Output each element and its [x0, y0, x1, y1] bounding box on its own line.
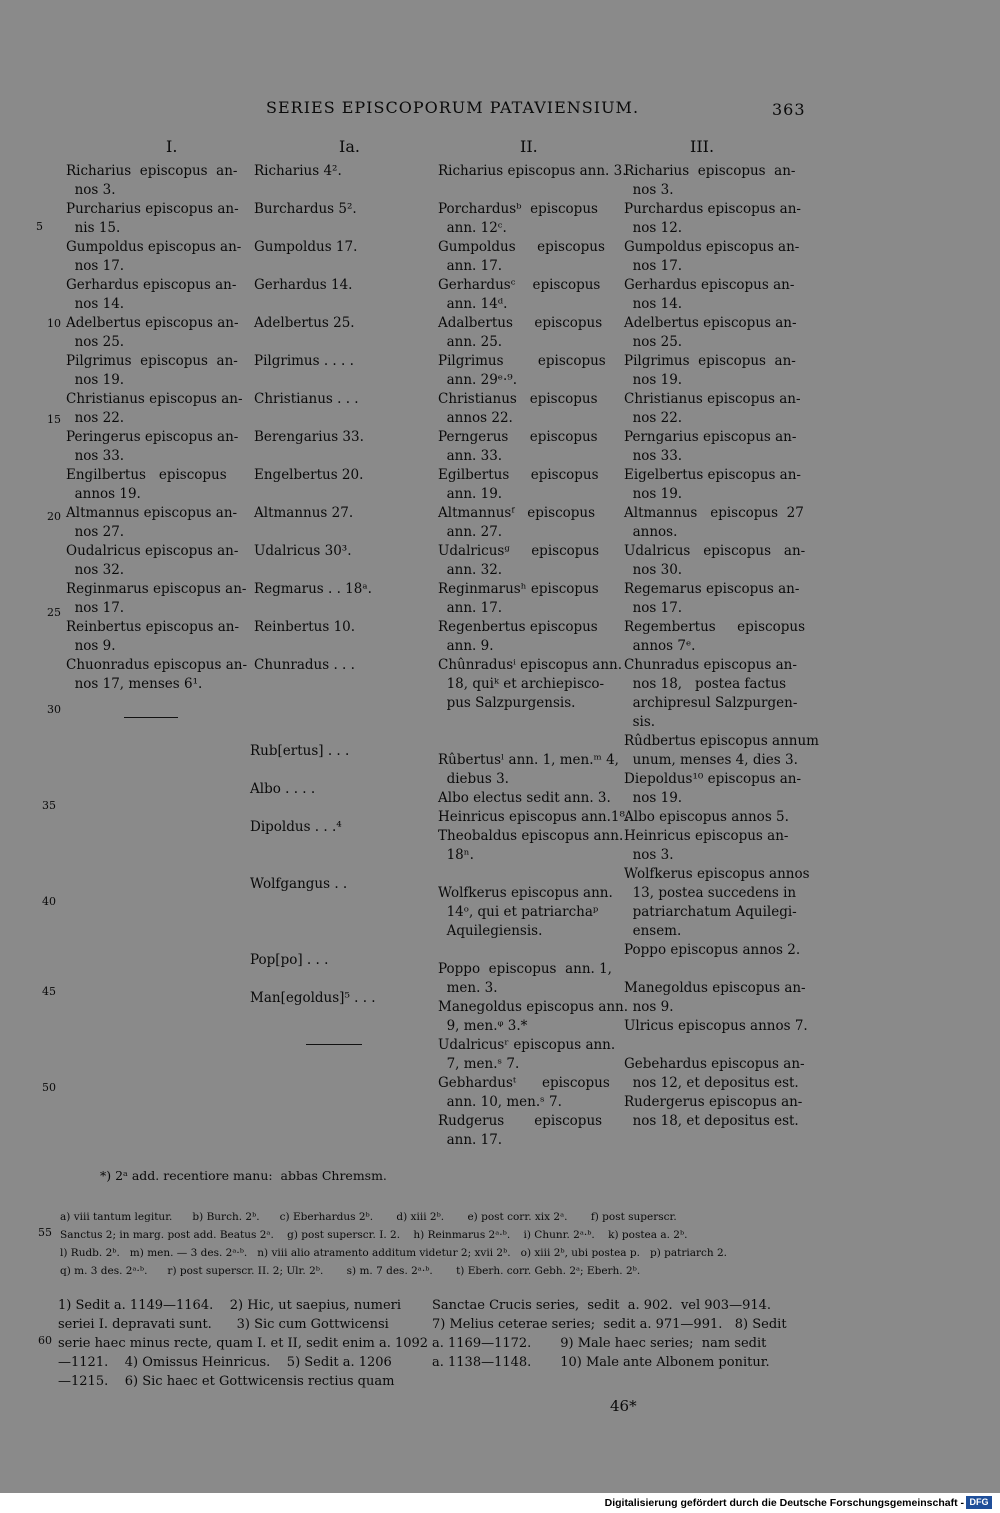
signature-mark: 46*: [610, 1397, 637, 1415]
line-number: 30: [47, 703, 61, 716]
line-number: 25: [47, 606, 61, 619]
column-header-III: III.: [690, 137, 715, 156]
line-number: 10: [47, 317, 61, 330]
critical-apparatus: a) viii tantum legitur. b) Burch. 2ᵇ. c) Eberhardus 2ᵇ. d) xiii 2ᵇ. e) post corr. xix 2ᵃ. f) post superscr. Sanctus 2; in marg. post add. Beatus 2ᵃ. g) post superscr. I. 2. h) Reinmarus 2ᵃ·ᵇ. i) Chunr. 2ᵃ·ᵇ. k) postea a. 2ᵇ. l) Rudb. 2ᵇ. m) men. — 3 des. 2ᵃ·ᵇ. n) viii alio atramento additum videtur 2; xvii 2ᵇ. o) xiii 2ᵇ, ubi postea p. p) patriarch 2. q) m. 3 des. 2ᵃ·ᵇ. r) post superscr. II. 2; Ulr. 2ᵇ. s) m. 7 des. 2ᵃ·ᵇ. t) Eberh. corr. Gebh. 2ᵃ; Eberh. 2ᵇ.: [60, 1211, 727, 1277]
running-title: SERIES EPISCOPORUM PATAVIENSIUM.: [266, 98, 640, 117]
line-number: 5: [36, 220, 43, 233]
notes-right-column: Sanctae Crucis series, sedit a. 902. vel 903—914. 7) Melius ceterae series; sedit a. 971—991. 8) Sedit a. 1169—1172. 9) Male haec series; nam sedit a. 1138—1148. 10) Male ante Albonem ponitur.: [432, 1298, 787, 1370]
column-I-end-rule: [124, 717, 178, 718]
page-number: 363: [772, 100, 806, 119]
column-header-II: II.: [520, 137, 538, 156]
column-Ia-end-rule: [306, 1044, 362, 1045]
digitization-credit: Digitalisierung gefördert durch die Deutsche Forschungsgemeinschaft -: [604, 1497, 964, 1509]
line-number: 35: [42, 799, 56, 812]
line-number: 45: [42, 985, 56, 998]
column-Ia-text: Richarius 4². Burchardus 5². Gumpoldus 17. Gerhardus 14. Adelbertus 25. Pilgrimus . . . . Christianus . . . Berengarius 33. Engelbertus 20. Altmannus 27. Udalricus 30³. Regmarus . . 18ᵃ. Reinbertus 10. Chunradus . . .: [254, 163, 372, 673]
line-number: 50: [42, 1081, 56, 1094]
column-header-Ia: Ia.: [339, 137, 360, 156]
notes-left-column: 1) Sedit a. 1149—1164. 2) Hic, ut saepius, numeri seriei I. depravati sunt. 3) Sic cum Gottwicensi serie haec minus recte, quam I. et II, sedit enim a. 1092 —1121. 4) Omissus Heinricus. 5) Sedit a. 1206 —1215. 6) Sic haec et Gottwicensis rectius quam: [58, 1298, 429, 1389]
line-number: 15: [47, 413, 61, 426]
column-header-I: I.: [166, 137, 178, 156]
dfg-logo[interactable]: DFG: [966, 1496, 992, 1509]
line-number: 20: [47, 510, 61, 523]
column-I-text: Richarius episcopus an- nos 3. Purcharius episcopus an- nis 15. Gumpoldus episcopus an- nos 17. Gerhardus episcopus an- nos 14. Adelbertus episcopus an- nos 25. Pilgrimus episcopus an- nos 19. Christianus episcopus an- nos 22. Peringerus episcopus an- nos 33. Engilbertus episcopus annos 19. Altmannus episcopus an- nos 27. Oudalricus episcopus an- nos 32. Reginmarus episcopus an- nos 17. Reinbertus episcopus an- nos 9. Chuonradus episcopus an- nos 17, menses 6¹.: [66, 163, 248, 692]
line-number: 60: [38, 1334, 52, 1347]
line-number: 55: [38, 1226, 52, 1239]
column-II-text: Richarius episcopus ann. 3. Porchardusᵇ episcopus ann. 12ᶜ. Gumpoldus episcopus ann. 17. Gerhardusᶜ episcopus ann. 14ᵈ. Adalbertus episcopus ann. 25. Pilgrimus episcopus ann. 29ᵉ·⁹. Christianus episcopus annos 22. Perngerus episcopus ann. 33. Egilbertus episcopus ann. 19. Altmannusᶠ episcopus ann. 27. Udalricusᵍ episcopus ann. 32. Reginmarusʰ episcopus ann. 17. Regenbertus episcopus ann. 9. Chûnradusⁱ episcopus ann. 18, quiᵏ et archiepisco- pus Salzpurgensis. Rûbertusˡ ann. 1, men.ᵐ 4, diebus 3. Albo electus sedit ann. 3. Heinricus episcopus ann.1⁸. Theobaldus episcopus ann. 18ⁿ. Wolfkerus episcopus ann. 14ᵒ, qui et patriarchaᵖ Aquilegiensis. Poppo episcopus ann. 1, men. 3. Manegoldus episcopus ann. 9, men.ᵠ 3.* Udalricusʳ episcopus ann. 7, men.ˢ 7. Gebhardusᵗ episcopus ann. 10, men.ˢ 7. Rudgerus episcopus ann. 17.: [438, 163, 630, 1148]
star-footnote: *) 2ᵃ add. recentiore manu: abbas Chremsm.: [100, 1168, 387, 1183]
column-Ia-continued: Rub[ertus] . . . Albo . . . . Dipoldus . . .⁴ Wolfgangus . . Pop[po] . . . Man[egoldus]⁵ . . .: [250, 743, 376, 1006]
column-III-text: Richarius episcopus an- nos 3. Purchardus episcopus an- nos 12. Gumpoldus episcopus an- nos 17. Gerhardus episcopus an- nos 14. Adelbertus episcopus an- nos 25. Pilgrimus episcopus an- nos 19. Christianus episcopus an- nos 22. Perngarius episcopus an- nos 33. Eigelbertus episcopus an- nos 19. Altmannus episcopus 27 annos. Udalricus episcopus an- nos 30. Regemarus episcopus an- nos 17. Regembertus episcopus annos 7ᵉ. Chunradus episcopus an- nos 18, postea factus archipresul Salzpurgen- sis. Rûdbertus episcopus annum unum, menses 4, dies 3. Diepoldus¹⁰ episcopus an- nos 19. Albo episcopus annos 5. Heinricus episcopus an- nos 3. Wolfkerus episcopus annos 13, postea succedens in patriarchatum Aquilegi- ensem. Poppo episcopus annos 2. Manegoldus episcopus an- nos 9. Ulricus episcopus annos 7. Gebehardus episcopus an- nos 12, et depositus est. Rudergerus episcopus an- nos 18, et depositus est.: [624, 163, 819, 1129]
line-number: 40: [42, 895, 56, 908]
